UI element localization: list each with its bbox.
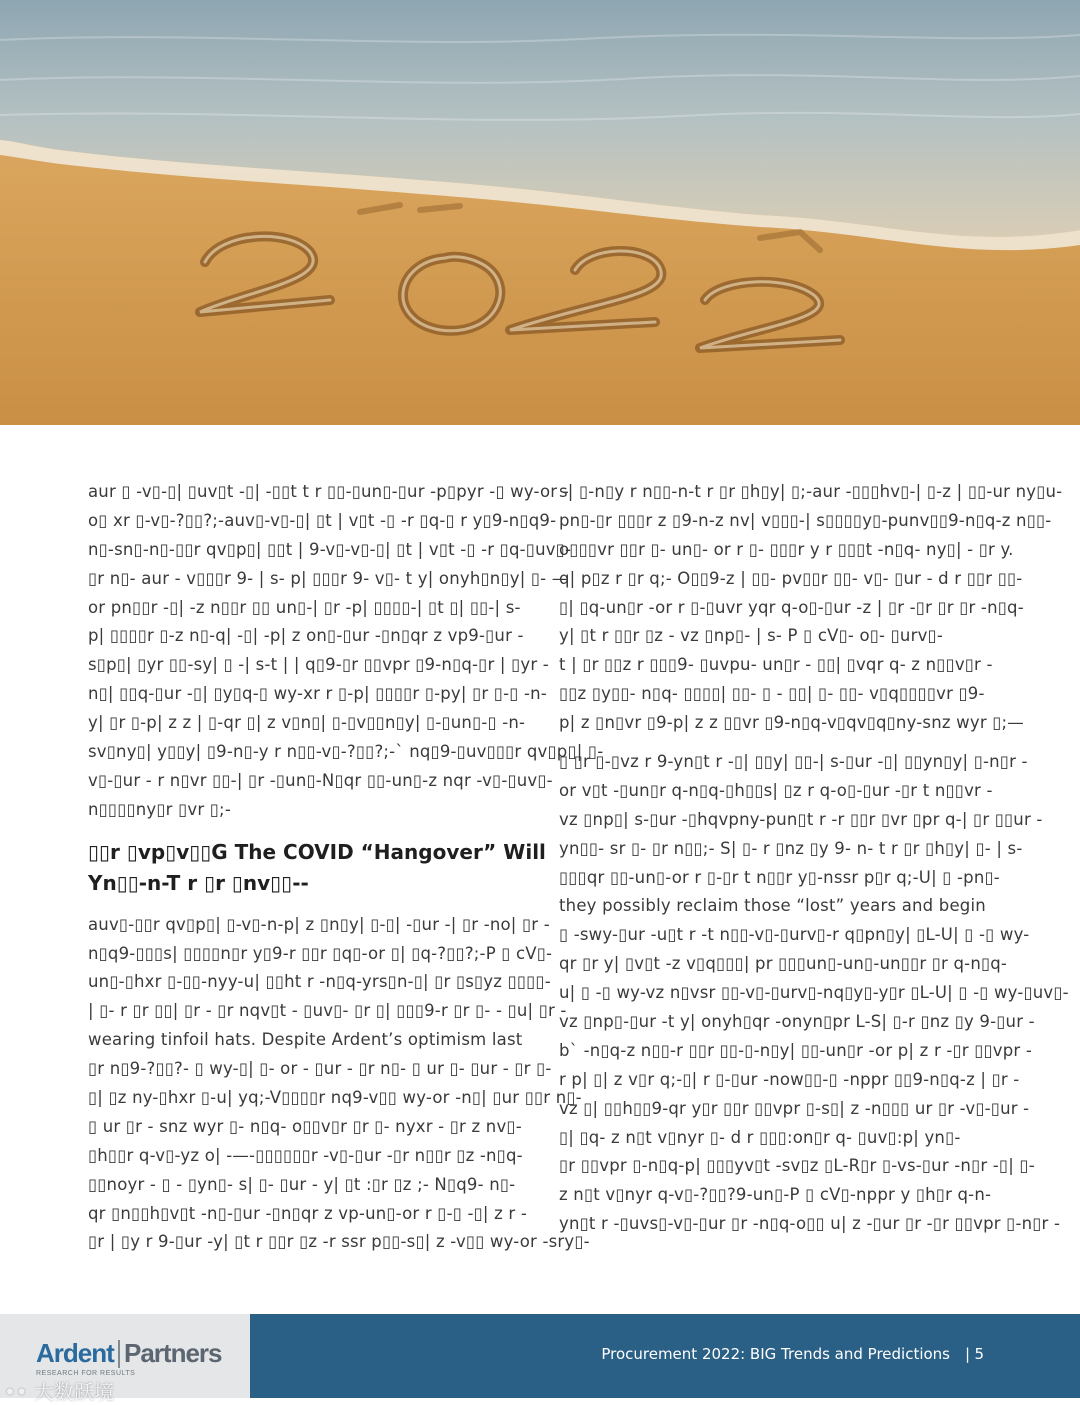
text-line: auv▯-▯▯r qv▯p▯| ▯-v▯-n-p| z ▯n▯y| ▯-▯| -▯ur -| ▯r -no| ▯r -: [88, 914, 550, 934]
paragraph: [88, 478, 604, 825]
text-line: wearing tinfoil hats. Despite Ardent’s optimism last: [88, 1030, 523, 1050]
paragraph: [559, 478, 1063, 738]
text-line: ▯▯noyr - ▯ - ▯yn▯- s| ▯- ▯ur - y| ▯t :▯r ▯z ;- N▯q9- n▯-: [88, 1174, 516, 1194]
text-line: y| ▯r ▯-p| z z | ▯-qr ▯| z v▯n▯| ▯-▯v▯▯n▯y| ▯-▯un▯-▯ -n-: [88, 713, 526, 733]
text-line: yn▯t r -▯uvs▯-v▯-▯ur ▯r -n▯q-o▯▯ u| z -▯ur ▯r -▯r ▯▯vpr ▯-n▯r -: [559, 1214, 1061, 1234]
text-line: qr ▯r y| ▯v▯t -z v▯q▯▯▯| pr ▯▯▯un▯-un▯-un▯▯r ▯r q-n▯q-: [559, 954, 1008, 974]
text-line: or pn▯▯r -▯| -z n▯▯r ▯▯ un▯-| ▯r -p| ▯▯▯▯-| ▯t ▯| ▯▯-| s-: [88, 597, 521, 617]
text-line: ▯r | ▯y r 9-▯ur -y| ▯t r ▯▯r ▯z -r ssr p▯▯-s▯| z -v▯▯ wy-or -sry▯-: [88, 1232, 590, 1252]
text-line: y| ▯t r ▯▯r ▯z - vz ▯np▯- | s- P ▯ cV▯- o▯- ▯urv▯-: [559, 626, 943, 646]
text-line: or v▯t -▯un▯r q-n▯q-▯h▯▯s| ▯z r q-o▯-▯ur -▯r t n▯▯vr -: [559, 780, 993, 800]
text-line: q| p▯z r ▯r q;- O▯▯9-z | ▯▯- pv▯▯r ▯▯- v▯- ▯ur - d r ▯▯r ▯▯-: [559, 568, 1023, 588]
text-line: ▯▯▯qr ▯▯-un▯-or r ▯-▯r t n▯▯r y▯-nssr p▯r q;-U| ▯ -pn▯-: [559, 867, 1000, 887]
text-line: sv▯ny▯| y▯▯y| ▯9-n▯-y r n▯▯-v▯-?▯▯?;-` nq▯9-▯uv▯▯▯r qv▯p▯| ▯-: [88, 742, 604, 762]
text-line: ▯| ▯q-un▯r -or r ▯-▯uvr yqr q-o▯-▯ur -z | ▯r -▯r ▯r ▯r -n▯q-: [559, 597, 1024, 617]
text-line: qr ▯n▯▯h▯v▯t -n▯-▯ur -▯n▯qr z vp-un▯-or r ▯-▯ -▯| z r -: [88, 1203, 527, 1223]
text-line: s| ▯-n▯y r n▯▯-n-t r ▯r ▯h▯y| ▯;-aur -▯▯▯hv▯-| ▯-z | ▯▯-ur ny▯u-: [559, 482, 1063, 501]
text-line: u| ▯ -▯ wy-vz n▯vsr ▯▯-v▯-▯urv▯-nq▯y▯-y▯r ▯L-U| ▯ -▯ wy-▯uv▯-: [559, 983, 1069, 1003]
text-line: z n▯t v▯nyr q-v▯-?▯▯?9-un▯-P ▯ cV▯-nppr y ▯h▯r q-n-: [559, 1185, 992, 1205]
text-line: aur ▯ -v▯-▯| ▯uv▯t -▯| -▯▯t t r ▯▯-▯un▯-▯ur -p▯pyr -▯ wy-or -: [88, 482, 569, 501]
text-line: ▯▯z ▯y▯▯- n▯q- ▯▯▯▯| ▯▯- ▯ - ▯▯| ▯- ▯▯- v▯q▯▯▯▯vr ▯9-: [559, 684, 985, 704]
text-line: vz ▯np▯-▯ur -t y| onyh▯qr -onyn▯pr L-S| ▯-r ▯nz ▯y 9-▯ur -: [559, 1012, 1035, 1032]
text-line: | ▯- r ▯r ▯▯| ▯r - ▯r nqv▯t - ▯uv▯- ▯r ▯| ▯▯▯9-r ▯r ▯- - ▯u| ▯r -: [88, 1001, 567, 1021]
text-line: p| ▯▯▯▯r ▯-z n▯-q| -▯| -p| z on▯-▯ur -▯n▯qr z vp9-▯ur -: [88, 626, 524, 646]
text-line: n▯-sn▯-n▯-▯▯r qv▯p▯| ▯▯t | 9-v▯-v▯-▯| ▯t | v▯t -▯ -r ▯q-▯uv▯-: [88, 539, 572, 559]
text-line: v▯-▯ur - r n▯vr ▯▯-| ▯r -▯un▯-N▯qr ▯▯-un▯-z nqr -v▯-▯uv▯-: [88, 770, 553, 790]
logo-panel: [0, 1314, 250, 1404]
text-line: yn▯▯- sr ▯- ▯r n▯▯;- S| ▯- r ▯nz ▯y 9- n- t r ▯r ▯h▯y| ▯- | s-: [559, 838, 1023, 858]
text-line: pn▯-▯r ▯▯▯r z ▯9-n-z nv| v▯▯▯-| s▯▯▯▯y▯-punv▯▯9-n▯q-z n▯▯-: [559, 510, 1052, 530]
hero-image: [0, 0, 1080, 425]
text-line: un▯-▯hxr ▯-▯▯-nyy-u| ▯▯ht r -n▯q-yrs▯n-▯| ▯r ▯s▯yz ▯▯▯▯-: [88, 972, 551, 992]
text-line: vz ▯np▯| s-▯ur -▯hqvpny-pun▯t r -r ▯▯r ▯vr ▯pr q-| ▯r ▯▯ur -: [559, 809, 1043, 829]
text-line: ▯r ▯▯vpr ▯-n▯q-p| ▯▯▯yv▯t -sv▯z ▯L-R▯r ▯-vs-▯ur -n▯r -▯| ▯-: [559, 1156, 1035, 1176]
text-line: o▯▯▯vr ▯▯r ▯- un▯- or r ▯- ▯▯▯r y r ▯▯▯t -n▯q- ny▯| - ▯r y.: [559, 539, 1014, 559]
text-line: n▯| ▯▯q-▯ur -▯| ▯y▯q-▯ wy-xr r ▯-p| ▯▯▯▯r ▯-py| ▯r ▯-▯ -n-: [88, 684, 547, 704]
text-line: ▯r n▯- aur - v▯▯▯r 9- | s- p| ▯▯▯r 9- v▯- t y| onyh▯n▯y| ▯- —: [88, 568, 569, 588]
text-line: ▯ ur ▯r - snz wyr ▯- n▯q- o▯▯v▯r ▯r ▯- nyxr - ▯r z nv▯-: [88, 1116, 522, 1136]
text-line: b` -n▯q-z n▯▯-r ▯▯r ▯▯-▯-n▯y| ▯▯-un▯r -or p| z r -▯r ▯▯vpr -: [559, 1040, 1033, 1060]
text-line: n▯q9-▯▯▯s| ▯▯▯▯n▯r y▯9-r ▯▯r ▯q▯-or ▯| ▯q-?▯▯?;-P ▯ cV▯-: [88, 943, 553, 963]
left-column: [88, 478, 604, 1257]
footer-separator: |: [964, 1345, 970, 1363]
text-line: vz ▯| ▯▯h▯▯9-qr y▯r ▯▯r ▯▯vpr ▯-s▯| z -n▯▯▯ ur ▯r -v▯-▯ur -: [559, 1098, 1030, 1118]
page-footer: [0, 1314, 1080, 1404]
text-line: t | ▯r ▯▯z r ▯▯▯9- ▯uvpu- un▯r - ▯▯| ▯vqr q- z n▯▯v▯r -: [559, 655, 993, 675]
page-number: 5: [974, 1345, 984, 1363]
text-line: ▯ ▯r ▯-▯vz r 9-yn▯t r -▯| ▯▯y| ▯▯-| s-▯ur -▯| ▯▯yn▯y| ▯-n▯r -: [559, 752, 1028, 772]
text-line: n▯▯▯▯ny▯r ▯vr ▯;-: [88, 799, 231, 819]
text-line: ▯h▯▯r q-v▯-yz o| -—-▯▯▯▯▯▯r -v▯-▯ur -▯r n▯▯r ▯z -n▯q-: [88, 1145, 523, 1165]
text-line: ▯ -swy-▯ur -u▯t r -t n▯▯-v▯-▯urv▯-r q▯pn▯y| ▯L-U| ▯ -▯ wy-: [559, 925, 1030, 945]
right-column: [559, 478, 1069, 1239]
beach-photo: [0, 0, 1080, 425]
logo-ardent: Ardent: [36, 1338, 114, 1368]
paragraph: [559, 748, 1069, 1239]
section-heading: [88, 837, 546, 899]
text-line: they possibly reclaim those “lost” years and begin: [559, 896, 986, 916]
text-line: p| z ▯n▯vr ▯9-p| z z ▯▯vr ▯9-n▯q-v▯qv▯q▯ny-snz wyr ▯;—: [559, 713, 1025, 733]
text-line: r p| ▯| z v▯r q;-▯| r ▯-▯ur -now▯▯-▯ -nppr ▯▯9-n▯q-z | ▯r -: [559, 1069, 1020, 1089]
footer-title: Procurement 2022: BIG Trends and Predictions: [601, 1345, 950, 1363]
text-line: ▯r n▯9-?▯▯?- ▯ wy-▯| ▯- or - ▯ur - ▯r n▯- ▯ ur ▯- ▯ur - ▯r ▯-: [88, 1059, 552, 1079]
heading-line: ▯▯r ▯vp▯v▯▯G The COVID “Hangover” Will: [88, 839, 546, 864]
logo-partners: Partners: [124, 1338, 222, 1368]
logo-divider: [118, 1340, 120, 1368]
paragraph: [88, 911, 590, 1258]
text-line: s▯p▯| ▯yr ▯▯-sy| ▯ -| s-t | | q▯9-▯r ▯▯vpr ▯9-n▯q-▯r | ▯yr -: [88, 655, 549, 675]
heading-line: Yn▯▯-n-T r ▯r ▯nv▯▯--: [88, 870, 309, 895]
watermark: •• 大数跃境: [4, 1380, 114, 1404]
logo-tagline: RESEARCH FOR RESULTS: [36, 1370, 136, 1377]
text-line: ▯| ▯z ny-▯hxr ▯-u| yq;-V▯▯▯▯r nq9-v▯▯ wy-or -n▯| ▯ur ▯▯r n▯-: [88, 1088, 582, 1108]
text-line: ▯| ▯q- z n▯t v▯nyr ▯- d r ▯▯▯:on▯r q- ▯uv▯:p| yn▯-: [559, 1127, 961, 1147]
text-line: o▯ xr ▯-v▯-?▯▯?;-auv▯-v▯-▯| ▯t | v▯t -▯ -r ▯q-▯ r y▯9-n▯q9-: [88, 510, 557, 530]
